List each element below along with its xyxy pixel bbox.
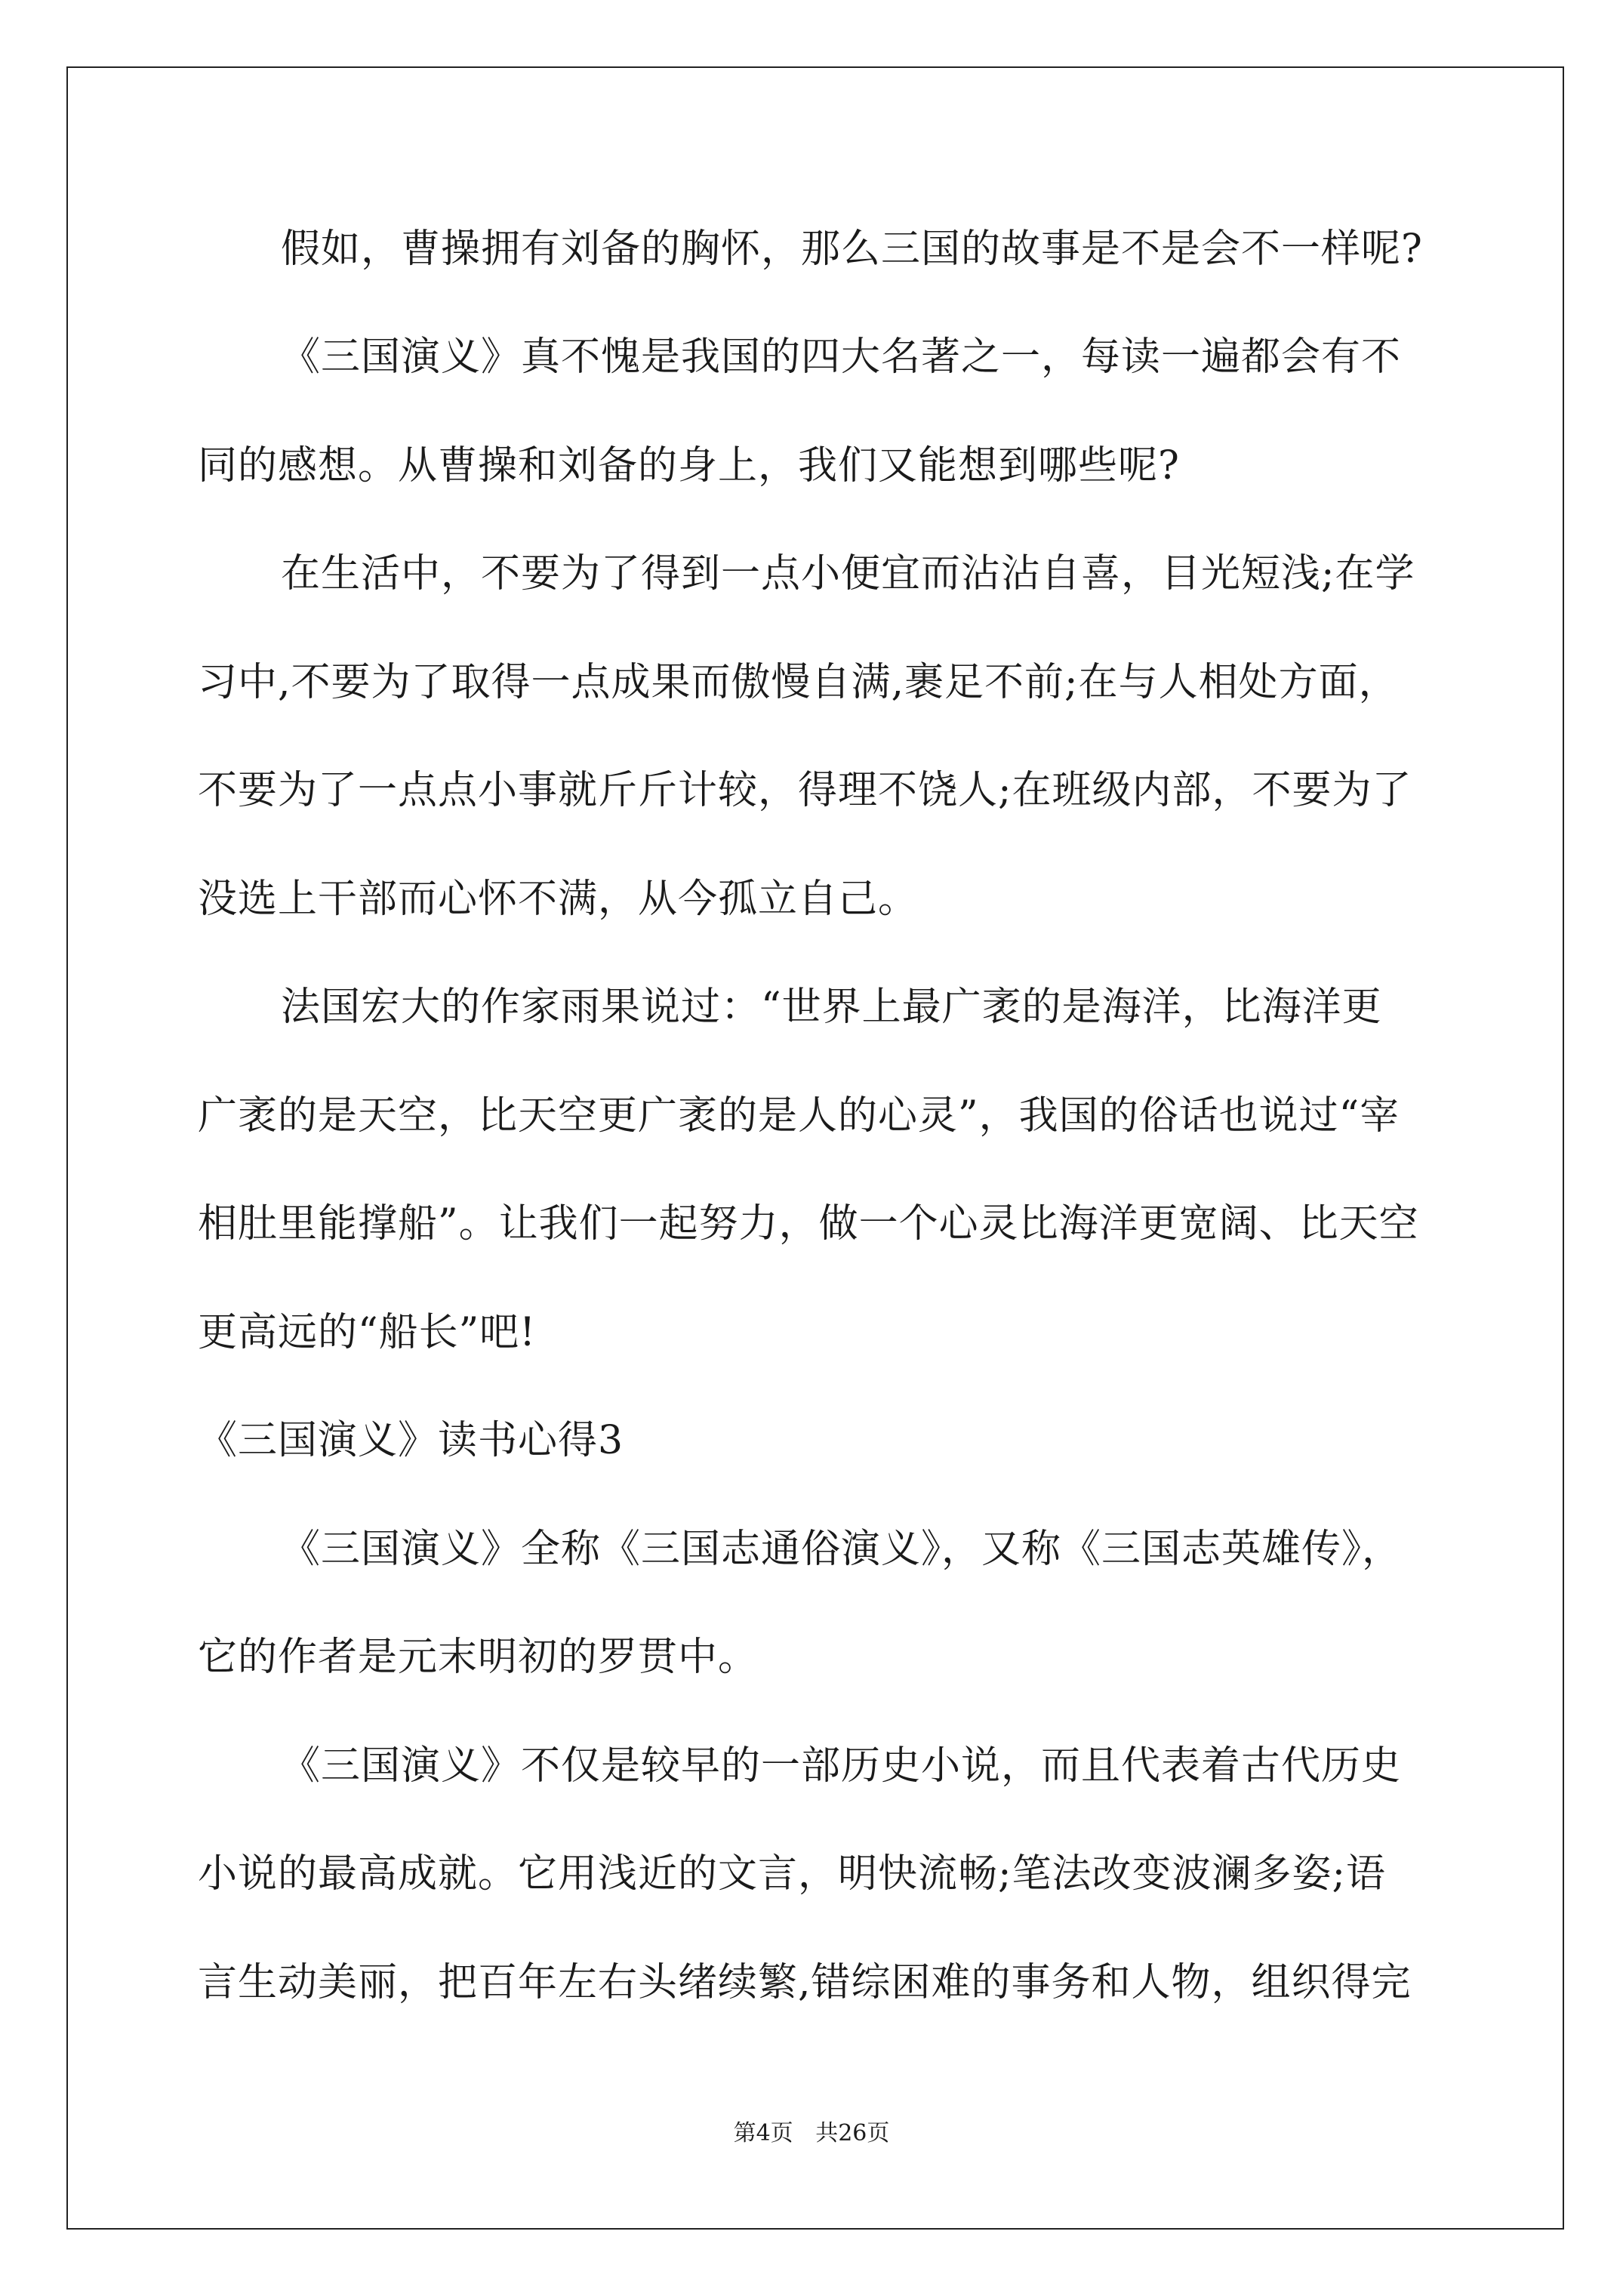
paragraph-line: 言生动美丽，把百年左右头绪续繁,错综困难的事务和人物，组织得完 bbox=[198, 1960, 1412, 2005]
paragraph-line: 法国宏大的作家雨果说过：“世界上最广袤的是海洋，比海洋更 bbox=[281, 985, 1382, 1030]
page-number: 第4页 bbox=[733, 2120, 793, 2147]
paragraph-line: 《三国演义》全称《三国志通俗演义》，又称《三国志英雄传》， bbox=[281, 1527, 1403, 1572]
paragraph-line: 广袤的是天空，比天空更广袤的是人的心灵”，我国的俗话也说过“宰 bbox=[198, 1093, 1400, 1139]
paragraph-line: 更高远的“船长”吧! bbox=[198, 1310, 537, 1355]
page-footer bbox=[0, 2114, 1623, 2147]
paragraph-line: 《三国演义》不仅是较早的一部历史小说，而且代表着古代历史 bbox=[281, 1743, 1402, 1789]
section-title: 《三国演义》读书心得3 bbox=[198, 1418, 624, 1463]
paragraph-line: 在生活中，不要为了得到一点小便宜而沾沾自喜，目光短浅;在学 bbox=[281, 551, 1415, 596]
paragraph-line: 假如，曹操拥有刘备的胸怀，那么三国的故事是不是会不一样呢? bbox=[281, 227, 1423, 272]
paragraph-line: 同的感想。从曹操和刘备的身上，我们又能想到哪些呢? bbox=[198, 443, 1180, 488]
paragraph-line: 它的作者是元末明初的罗贯中。 bbox=[198, 1635, 759, 1680]
page-total: 共26页 bbox=[815, 2120, 890, 2147]
paragraph-line: 习中,不要为了取得一点成果而傲慢自满,裹足不前;在与人相处方面， bbox=[198, 660, 1399, 705]
paragraph-line: 小说的最高成就。它用浅近的文言，明快流畅;笔法改变波澜多姿;语 bbox=[198, 1851, 1387, 1897]
paragraph-line: 相肚里能撑船”。让我们一起努力，做一个心灵比海洋更宽阔、比天空 bbox=[198, 1201, 1419, 1247]
page-border bbox=[66, 66, 1564, 2230]
paragraph-line: 《三国演义》真不愧是我国的四大名著之一，每读一遍都会有不 bbox=[281, 334, 1402, 380]
paragraph-line: 没选上干部而心怀不满，从今孤立自己。 bbox=[198, 877, 919, 922]
paragraph-line: 不要为了一点点小事就斤斤计较，得理不饶人;在班级内部，不要为了 bbox=[198, 768, 1412, 813]
